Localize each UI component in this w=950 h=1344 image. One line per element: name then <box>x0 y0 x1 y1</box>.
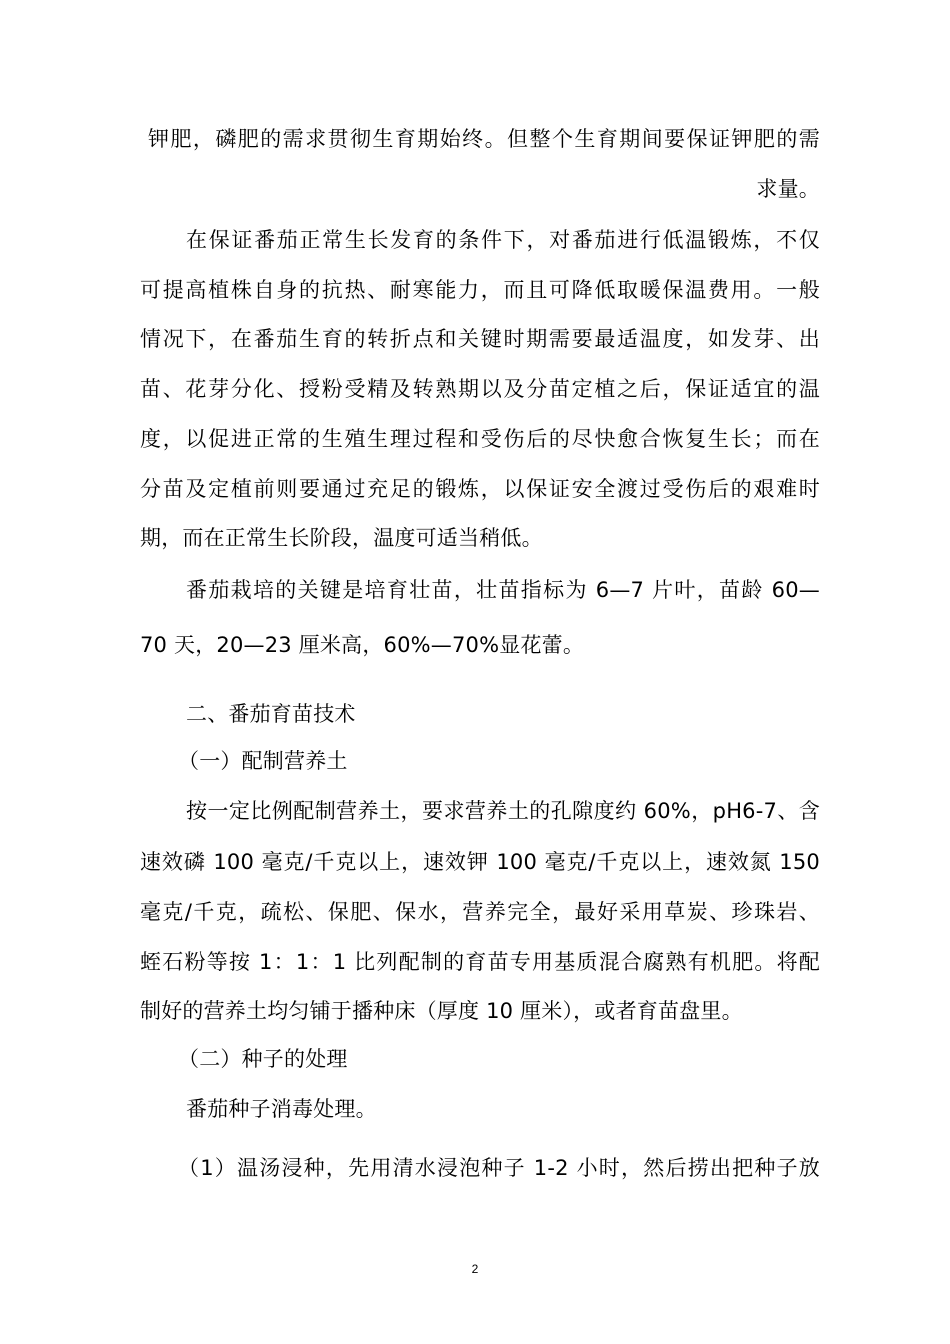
continuation-line-2: 求量。 <box>756 177 820 201</box>
list-item-1: （1）温汤浸种，先用清水浸泡种子 1-2 小时，然后捞出把种子放 <box>178 1156 820 1180</box>
temperature-paragraph-line-6: 分苗及定植前则要通过充足的锻炼，以保证安全渡过受伤后的艰难时 <box>140 477 820 501</box>
continuation-line-1: 钾肥，磷肥的需求贯彻生育期始终。但整个生育期间要保证钾肥的需 <box>148 127 820 151</box>
section-heading: 二、番茄育苗技术 <box>186 702 356 726</box>
temperature-paragraph-line-2: 可提高植株自身的抗热、耐寒能力，而且可降低取暖保温费用。一般 <box>140 278 820 302</box>
soil-paragraph-line-1: 按一定比例配制营养土，要求营养土的孔隙度约 60%，pH6-7、含 <box>186 799 820 823</box>
subheading-seed-treatment: （二）种子的处理 <box>178 1047 348 1071</box>
temperature-paragraph-line-7: 期，而在正常生长阶段，温度可适当稍低。 <box>140 526 543 550</box>
temperature-paragraph-line-1: 在保证番茄正常生长发育的条件下，对番茄进行低温锻炼，不仅 <box>186 228 820 252</box>
soil-paragraph-line-3: 毫克/千克，疏松、保肥、保水，营养完全，最好采用草炭、珍珠岩、 <box>140 900 820 924</box>
seedling-paragraph-line-2: 70 天，20—23 厘米高，60%—70%显花蕾。 <box>140 633 585 657</box>
seedling-paragraph-line-1: 番茄栽培的关键是培育壮苗，壮苗指标为 6—7 片叶，苗龄 60— <box>186 578 820 602</box>
temperature-paragraph-line-4: 苗、花芽分化、授粉受精及转熟期以及分苗定植之后，保证适宜的温 <box>140 377 820 401</box>
temperature-paragraph-line-5: 度，以促进正常的生殖生理过程和受伤后的尽快愈合恢复生长；而在 <box>140 427 820 451</box>
subheading-prepare-soil: （一）配制营养土 <box>178 749 348 773</box>
soil-paragraph-line-5: 制好的营养土均匀铺于播种床（厚度 10 厘米），或者育苗盘里。 <box>140 999 743 1023</box>
seed-treatment-paragraph: 番茄种子消毒处理。 <box>186 1097 377 1121</box>
soil-paragraph-line-4: 蛭石粉等按 1：1：1 比列配制的育苗专用基质混合腐熟有机肥。将配 <box>140 950 820 974</box>
soil-paragraph-line-2: 速效磷 100 毫克/千克以上，速效钾 100 毫克/千克以上，速效氮 150 <box>140 850 820 874</box>
temperature-paragraph-line-3: 情况下，在番茄生育的转折点和关键时期需要最适温度，如发芽、出 <box>140 327 820 351</box>
page-number: 2 <box>471 1262 479 1276</box>
